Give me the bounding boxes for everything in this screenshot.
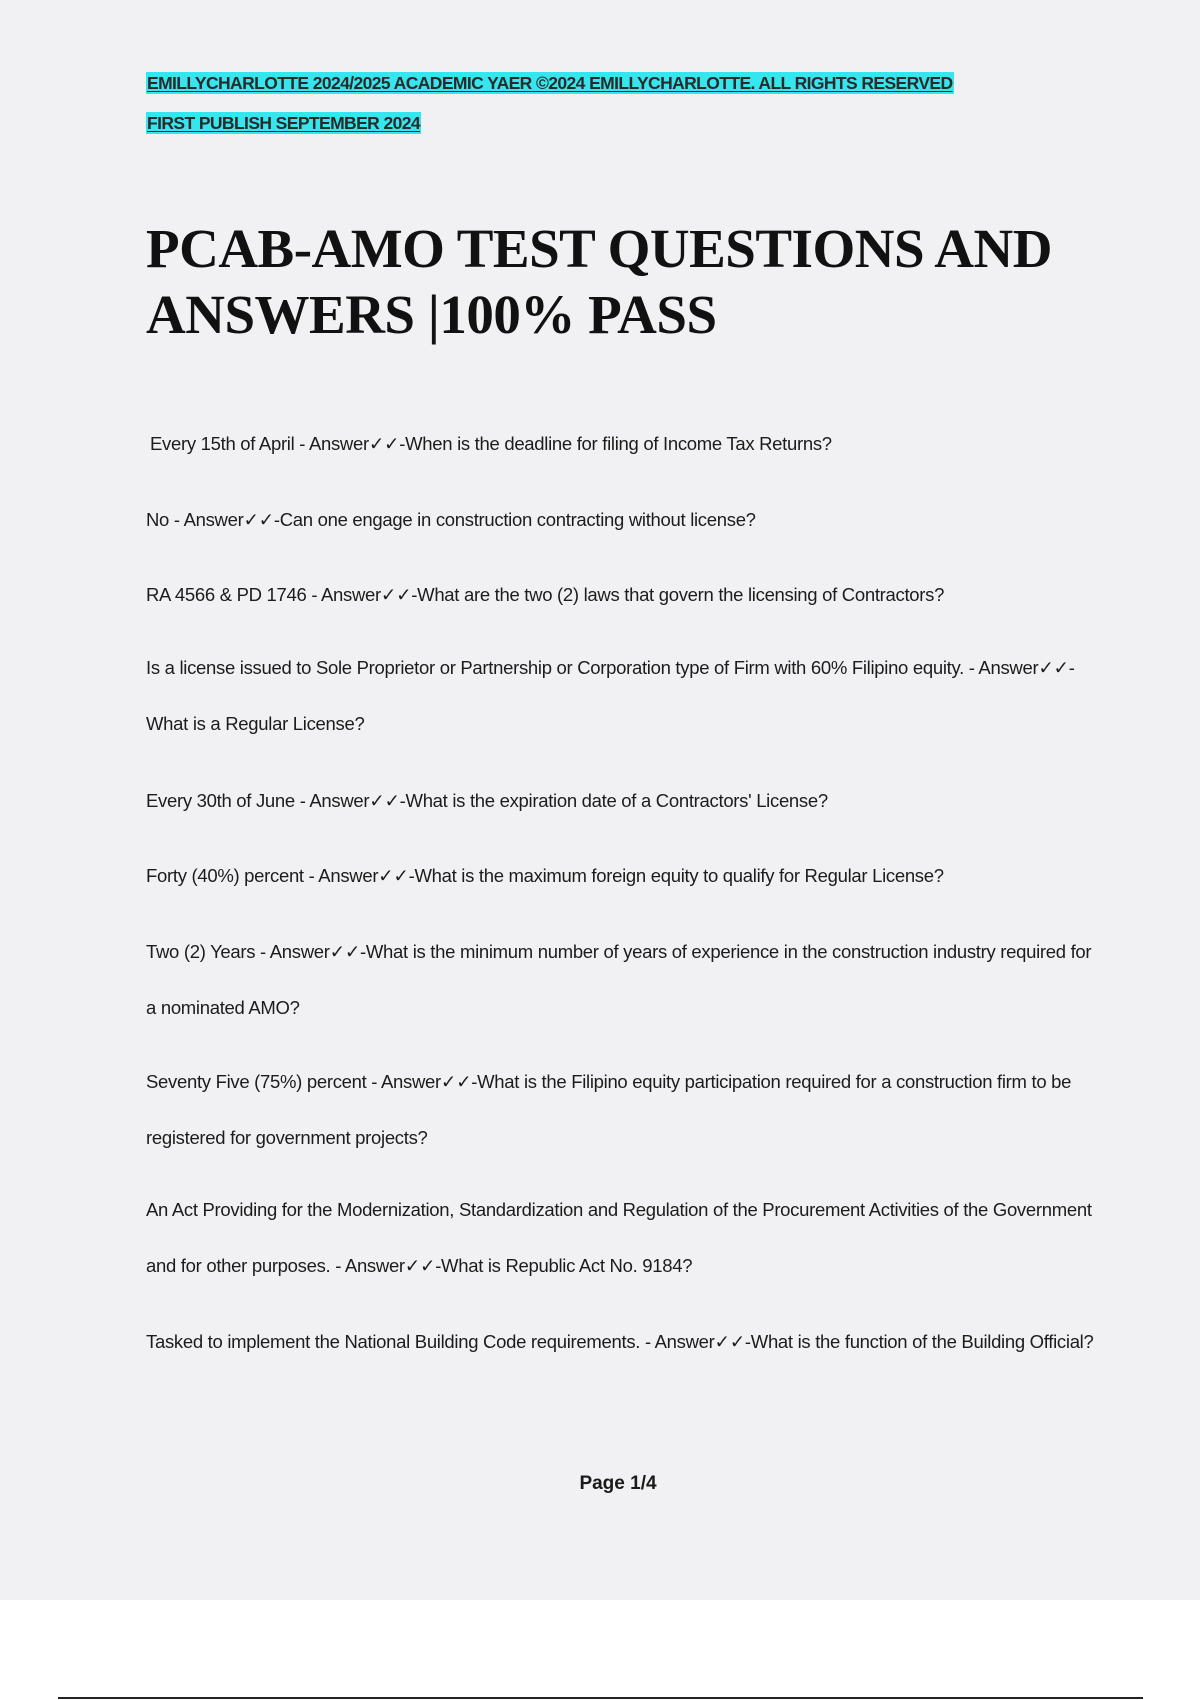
page-bottom-rule bbox=[58, 1697, 1143, 1699]
qa-item: Tasked to implement the National Building Code requirements. - Answer✓✓-What is the function of the Building Official? bbox=[146, 1331, 1094, 1352]
qa-item: Every 30th of June - Answer✓✓-What is the expiration date of a Contractors' License? bbox=[146, 790, 828, 811]
qa-item: Forty (40%) percent - Answer✓✓-What is the maximum foreign equity to qualify for Regular License? bbox=[146, 865, 944, 886]
copyright-line: EMILLYCHARLOTTE 2024/2025 ACADEMIC YAER ©2024 EMILLYCHARLOTTE. ALL RIGHTS RESERVED bbox=[147, 73, 953, 93]
qa-item: An Act Providing for the Modernization, Standardization and Regulation of the Procurement Activities of the Government and for other purposes. - Answer✓✓-What is Republic Act No. 9184? bbox=[146, 1199, 1092, 1276]
publish-date-line: FIRST PUBLISH SEPTEMBER 2024 bbox=[147, 113, 420, 133]
qa-item: Two (2) Years - Answer✓✓-What is the minimum number of years of experience in the construction industry required for a nominated AMO? bbox=[146, 941, 1092, 1018]
page-number: Page 1/4 bbox=[579, 1473, 657, 1494]
qa-item: RA 4566 & PD 1746 - Answer✓✓-What are the two (2) laws that govern the licensing of Contractors? bbox=[146, 584, 945, 605]
qa-item: No - Answer✓✓-Can one engage in construction contracting without license? bbox=[146, 509, 756, 530]
copyright-header bbox=[146, 72, 1086, 133]
qa-item: Is a license issued to Sole Proprietor or Partnership or Corporation type of Firm with 60% Filipino equity. - Answer✓✓-What is a Regular License? bbox=[146, 657, 1075, 734]
qa-item: Every 15th of April - Answer✓✓-When is the deadline for filing of Income Tax Returns? bbox=[150, 433, 832, 454]
document-title: PCAB-AMO TEST QUESTIONS AND ANSWERS |100% PASS bbox=[146, 218, 1052, 345]
qa-item: Seventy Five (75%) percent - Answer✓✓-What is the Filipino equity participation required for a construction firm to be registered for government projects? bbox=[146, 1071, 1072, 1148]
